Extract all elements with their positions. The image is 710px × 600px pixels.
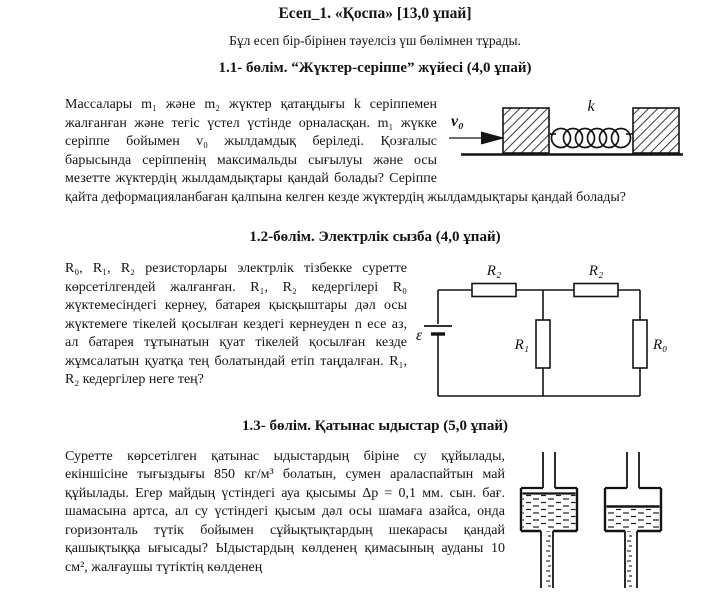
initial-velocity-label: v₀: [451, 113, 464, 130]
resistor-r0: [633, 320, 647, 368]
mass-m2-block: [633, 108, 679, 153]
problem-text-1-2: R₀, R₁, R₂ резисторлары электрлік тізбекке суретте көрсетілгендей жалғанған. R₁, R₂ кедергілері R₀ жүктемесіндегі кернеу, батарея қысқыштары дәл осы жүктемеге тікелей қосылған кездегі кернеуден n есе аз, ал батарея тұтынатын қуат тікелей қосылған кезде жұмсалатын қуатқа тең болатындай етіп таңдалған. R₁, R₂ кедергілер неге тең?: [65, 261, 407, 387]
section-1-1-heading: 1.1- бөлім. “Жүктер-серіппе” жүйесі (4,0 ұпай): [218, 60, 532, 76]
spring-blocks-figure: [447, 98, 685, 168]
resistor-r1: [536, 320, 550, 368]
spring-coil: [552, 129, 631, 148]
resistor-r2-right: [574, 284, 618, 297]
resistor-r2-left: [472, 284, 516, 297]
spring-constant-label: k: [587, 98, 595, 115]
velocity-arrowhead: [481, 132, 505, 145]
left-tube-liquid: [543, 531, 552, 588]
document-subtitle: Бұл есеп бір-бірінен тәуелсіз үш бөлімнен тұрады.: [229, 33, 521, 48]
section-1-1-block: [65, 96, 685, 207]
section-1-2-heading: 1.2-бөлім. Электрлік сызба (4,0 ұпай): [249, 229, 501, 245]
left-vessel-liquid: [523, 493, 576, 530]
problem-text-1-1: Массалары m₁ және m₂ жүктер қатаңдығы k серіппемен жалғанған және тегіс үстел үстінде орналасқан. m₁ жүкке серіппе бойымен v₀ жылдамдық беріледі. Қозғалыс барысында серіппенің максимальды сығылуы және осы мезетте жүктердің жылдамдықтары қандай болады? Серіппе қайта деформацияланбаған қалпына келген кезде жүктердің жылдамдықтары қандай болады?: [65, 97, 627, 205]
circuit-figure: [415, 260, 685, 408]
communicating-vessels-figure: [517, 448, 685, 588]
document-title: Есеп_1. «Қоспа» [13,0 ұпай]: [278, 5, 472, 22]
right-tube-liquid: [627, 531, 636, 588]
mass-m1-block: [503, 108, 549, 153]
r1-label: R₁: [514, 337, 529, 353]
problem-text-1-3: Суретте көрсетілген қатынас ыдыстардың біріне су құйылады, екіншісіне тығыздығы 850 кг/м³ болатын, сумен араласпайтын май құйылады. Егер майдың үстіндегі ауа қысымы Δp = 0,1 мм. сын. бағ. шамасына артса, ал су үстіндегі қысым дәл осы шамаға азайса, онда горизонталь түтік бойымен сұйықтықтардың шекарасы қандай қашықтыққа ығысады? Ыдыстардың көлденең қимасының ауданы 10 см², жалғаушы түтіктің көлденең: [65, 448, 505, 575]
section-1-3-block: [65, 448, 685, 578]
r2-right-label: R₂: [588, 263, 604, 279]
section-1-2-block: [65, 260, 685, 390]
emf-label: ε: [416, 327, 423, 344]
r0-label: R₀: [653, 337, 668, 353]
r2-left-label: R₂: [486, 263, 502, 279]
right-vessel-liquid: [607, 507, 660, 530]
section-1-3-heading: 1.3- бөлім. Қатынас ыдыстар (5,0 ұпай): [241, 417, 508, 434]
